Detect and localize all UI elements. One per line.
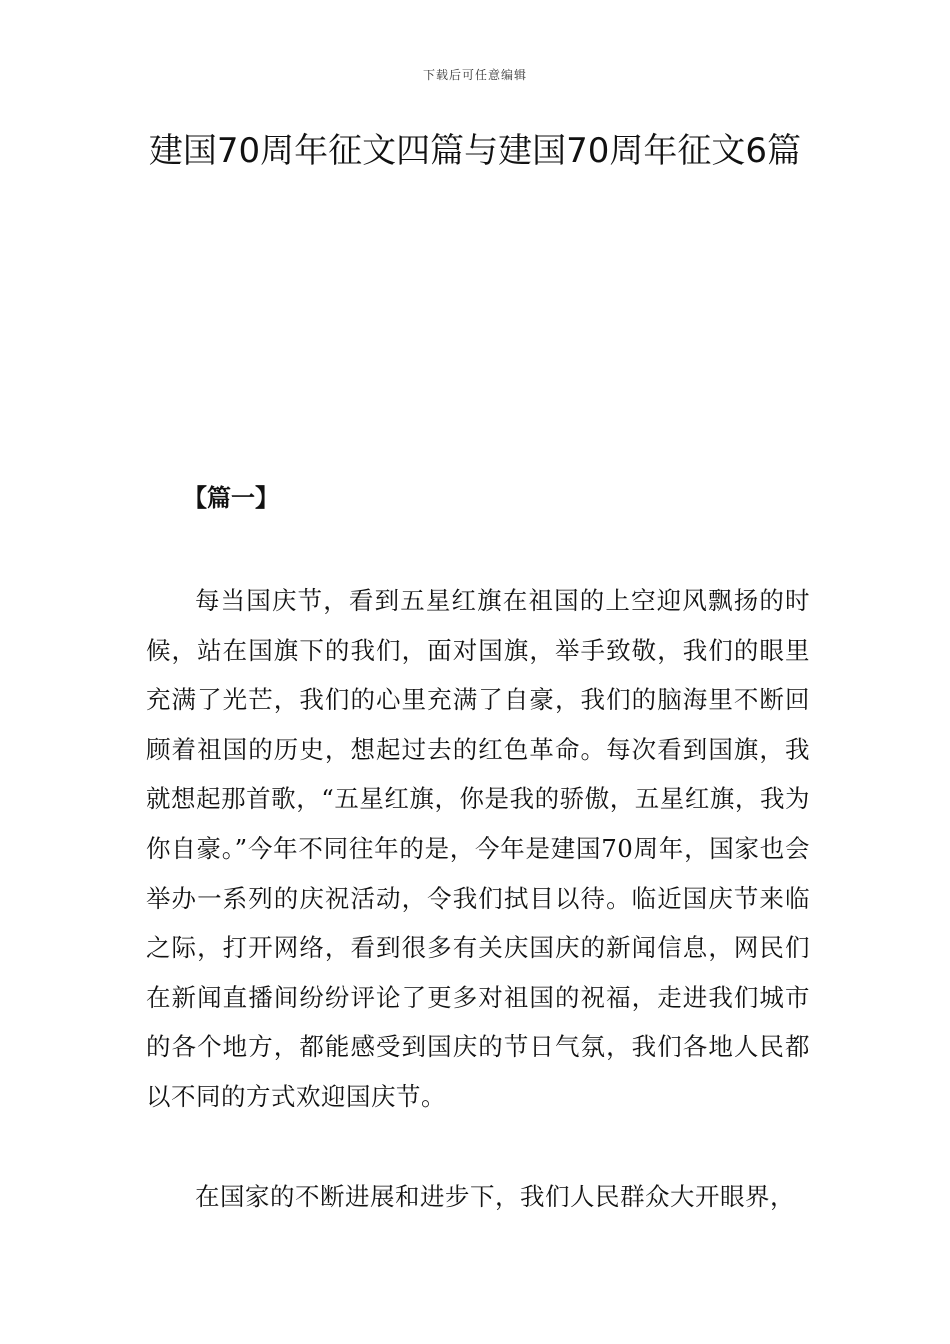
body-paragraph: 在国家的不断进展和进步下，我们人民群众大开眼界， bbox=[195, 1182, 795, 1211]
document-title: 建国70周年征文四篇与建国70周年征文6篇 bbox=[148, 131, 802, 171]
header-note: 下载后可任意编辑 bbox=[422, 68, 527, 82]
body-paragraph: 每当国庆节，看到五星红旗在祖国的上空迎风飘扬的时候，站在国旗下的我们，面对国旗，举手致敬，我们的眼里充满了光芒，我们的心里充满了自豪，我们的脑海里不断回顾着祖国的历史，想起过去的红色革命。每次看到国旗，我就想起那首歌，“五星红旗，你是我的骄傲，五星红旗，我为你自豪。”今年不同往年的是，今年是建国70周年，国家也会举办一系列的庆祝活动，令我们拭目以待。临近国庆节来临之际，打开网络，看到很多有关庆国庆的新闻信息，网民们在新闻直播间纷纷评论了更多对祖国的祝福，走进我们城市的各个地方，都能感受到国庆的节日气氛，我们各地人民都以不同的方式欢迎国庆节。 bbox=[146, 586, 810, 1111]
section-heading: 【篇一】 bbox=[183, 484, 279, 512]
